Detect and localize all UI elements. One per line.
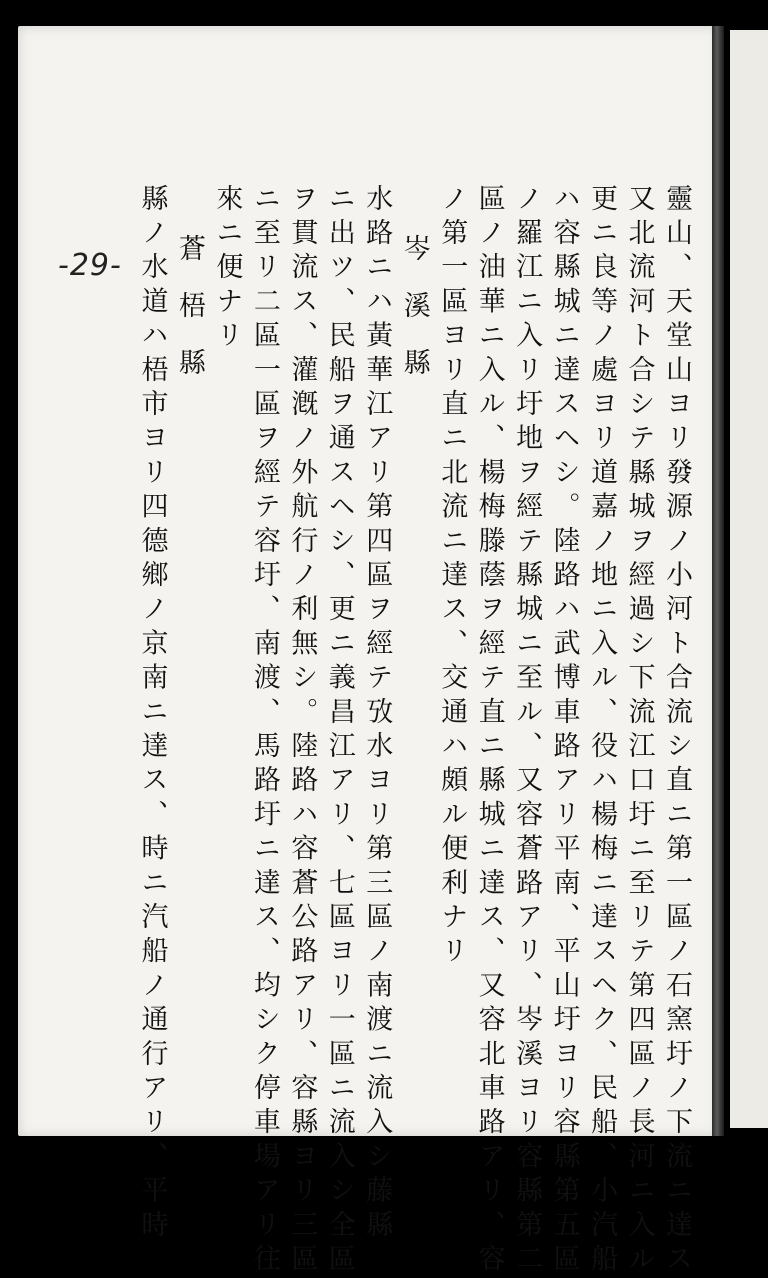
cenxi-line-1: 水路ニハ黃華江アリ第四區ヲ經テ攷水ヨリ第三區ノ南渡ニ流入シ藤縣 [361, 184, 393, 1245]
text-line-6: 區ノ油華ニ入ル、楊梅滕蔭ヲ經テ直ニ縣城ニ達ス、又容北車路アリ、容 [473, 184, 505, 1278]
cenxi-line-3: ヲ貫流ス、灌漑ノ外航行ノ利無シ。陸路ハ容蒼公路アリ、容縣ヨリ三區 [286, 184, 318, 1278]
cenxi-line-4: ニ至リ二區一區ヲ經テ容圩、南渡、馬路圩ニ達ス、均シク停車場アリ往 [248, 184, 280, 1278]
cenxi-line-2: ニ出ツ、民船ヲ通スヘシ、更ニ義昌江アリ、七區ヨリ一區ニ流入シ全區 [323, 184, 355, 1278]
text-line-5: ノ羅江ニ入リ圩地ヲ經テ縣城ニ至ル、又容蒼路アリ、岑溪ヨリ容縣第二 [511, 184, 543, 1278]
text-line-3: 更ニ良等ノ處ヨリ道嘉ノ地ニ入ル、役ハ楊梅ニ達スヘク、民船、小汽船 [586, 184, 618, 1278]
section-heading-cenxi: 岑溪縣 [398, 234, 430, 405]
text-line-1: 靈山、天堂山ヨリ發源ノ小河ト合流シ直ニ第一區ノ石窯圩ノ下流ニ達ス [661, 184, 692, 1278]
text-line-4: ハ容縣城ニ達スヘシ。陸路ハ武博車路アリ平南、平山圩ヨリ容縣第五區 [548, 184, 580, 1278]
section-heading-cangwu: 蒼梧縣 [173, 234, 205, 405]
text-line-2: 又北流河ト合シテ縣城ヲ經過シ下流江口圩ニ至リテ第四區ノ長河ニ入ル [623, 184, 655, 1278]
vertical-text-body [130, 184, 692, 1278]
text-line-7: ノ第一區ヨリ直ニ北流ニ達ス、交通ハ頗ル便利ナリ [436, 184, 468, 971]
cenxi-line-5: 來ニ便ナリ [211, 184, 243, 355]
page-number: -29- [58, 248, 122, 283]
adjacent-page [730, 30, 768, 1128]
cangwu-line-1: 縣ノ水道ハ梧市ヨリ四德鄉ノ京南ニ達ス、時ニ汽船ノ通行アリ、平時 [136, 184, 168, 1245]
page-gutter [712, 26, 724, 1136]
